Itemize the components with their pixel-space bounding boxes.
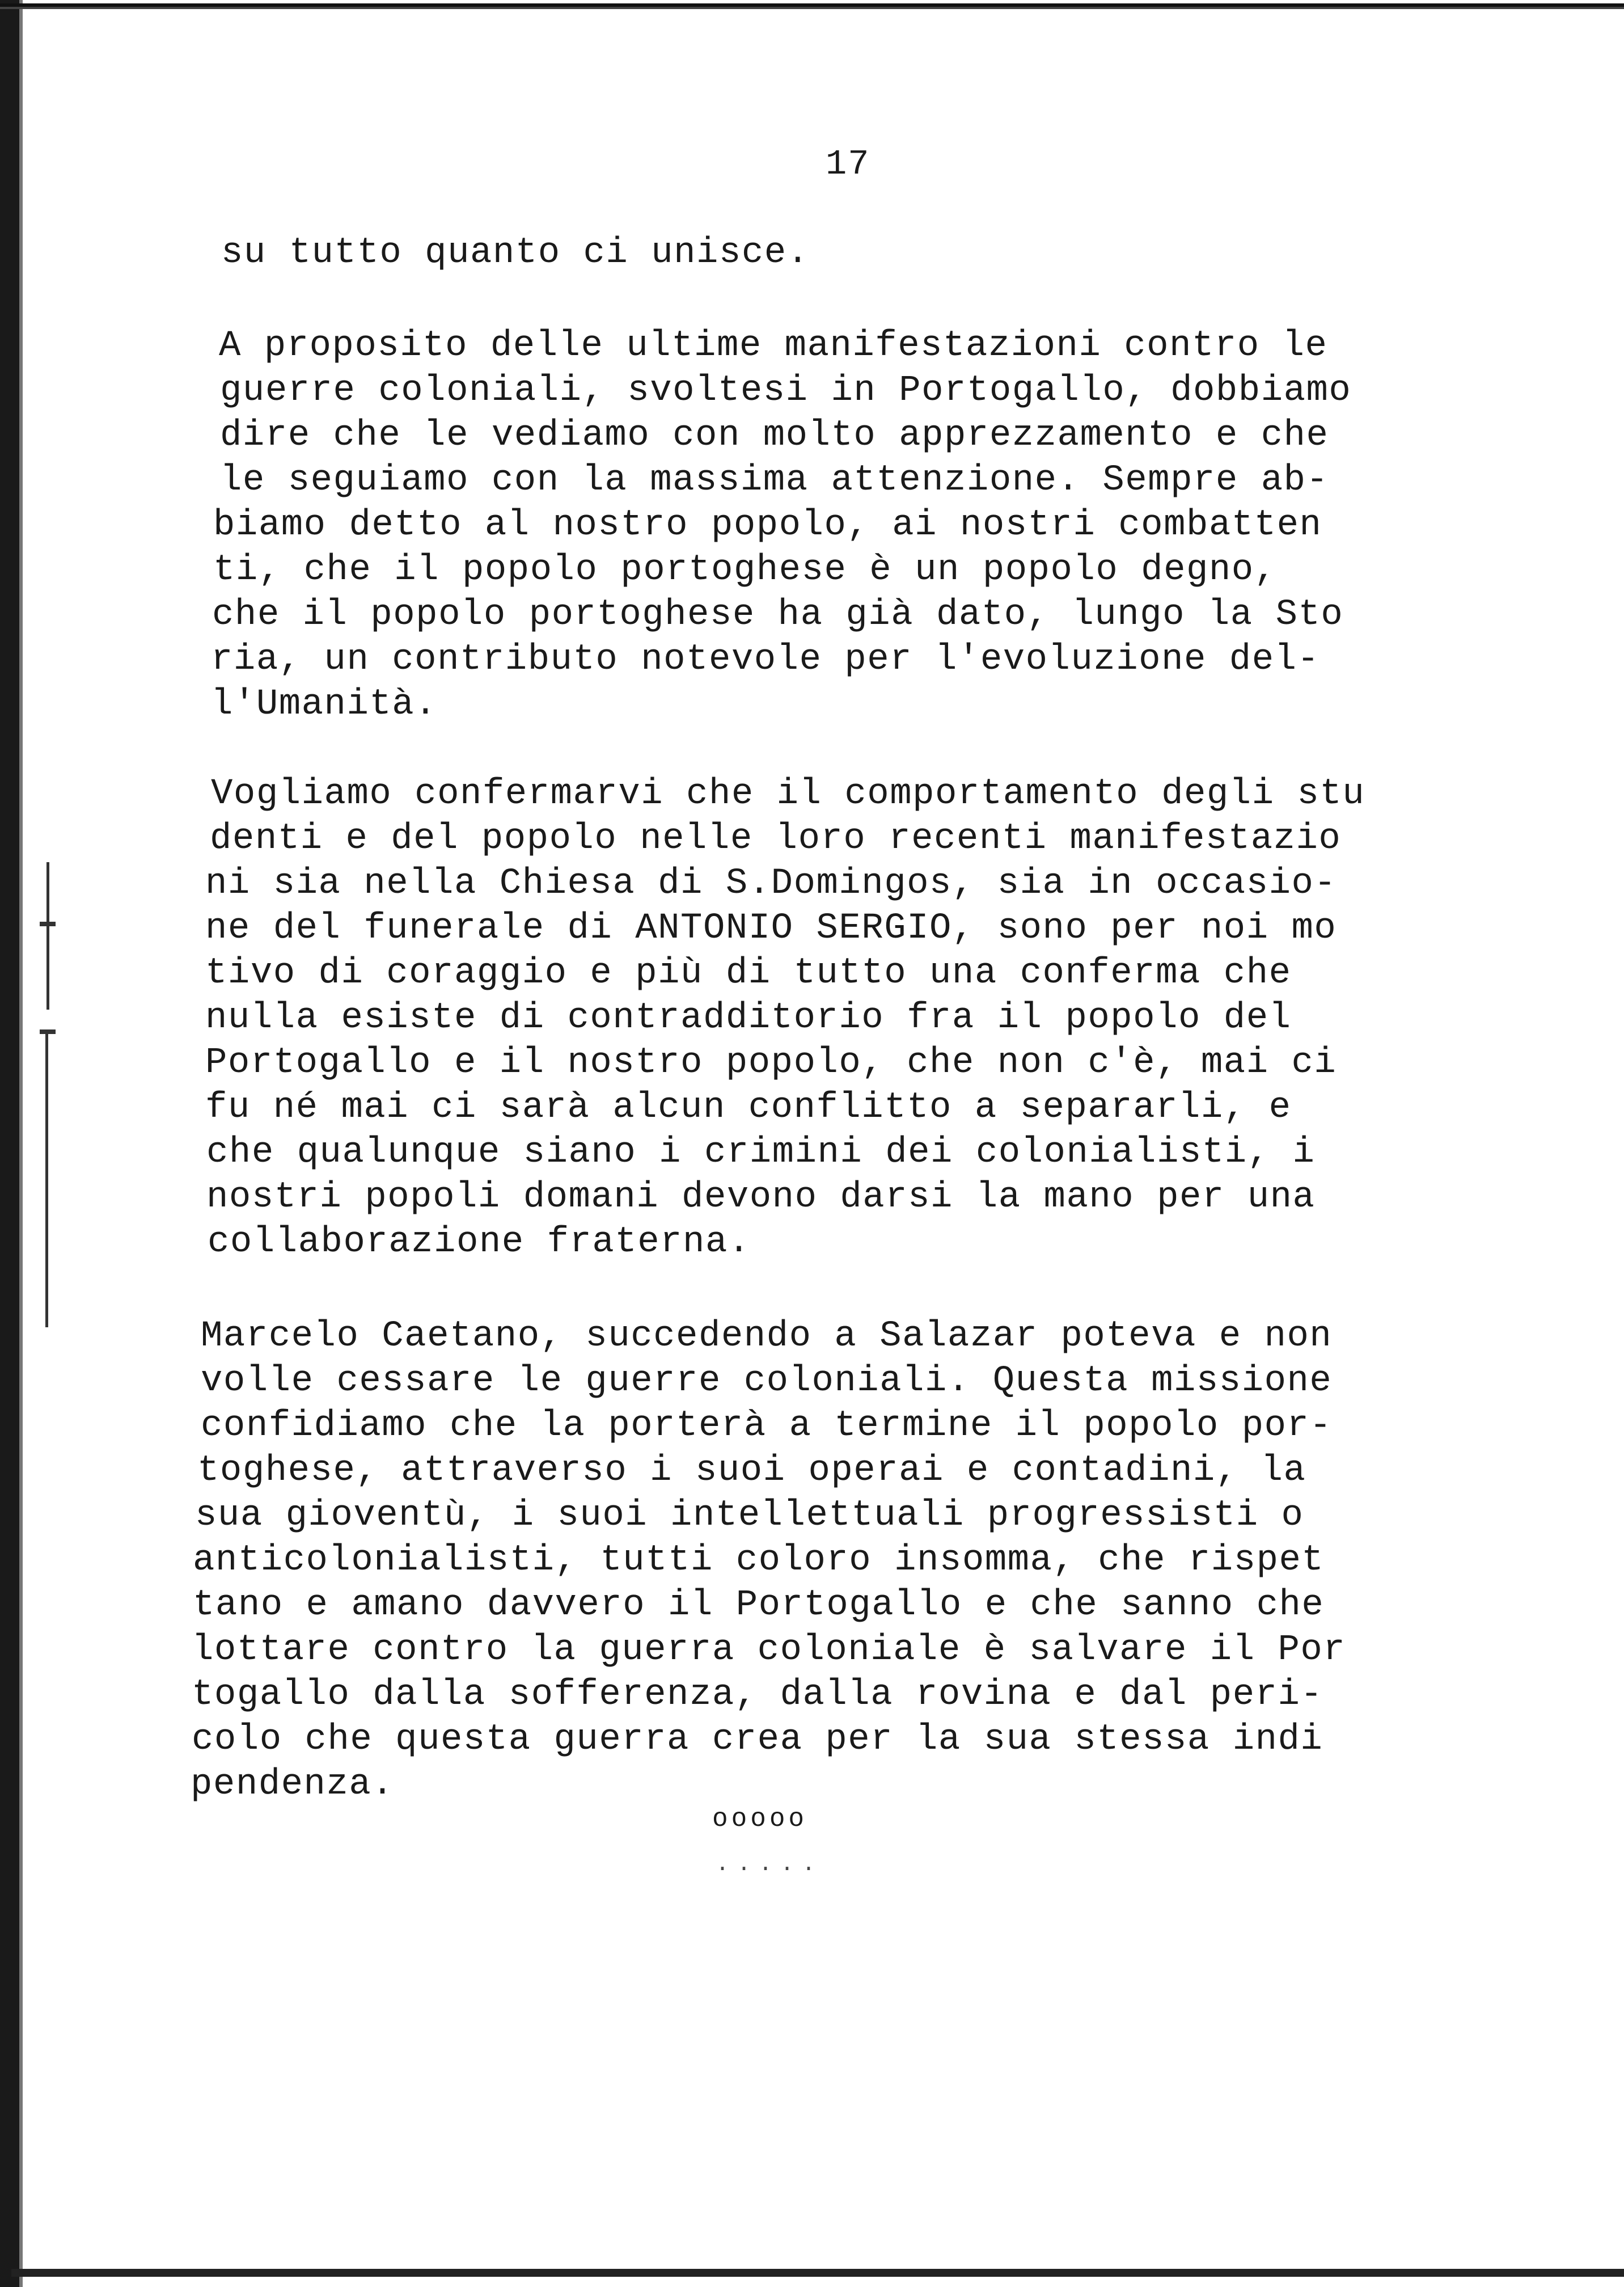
- text-line: denti e del popolo nelle loro recenti manifestazio: [210, 818, 1342, 859]
- text-line: anticolonialisti, tutti coloro insomma, che rispet: [193, 1540, 1325, 1581]
- text-line: volle cessare le guerre coloniali. Questa missione: [201, 1361, 1333, 1402]
- text-line: pendenza.: [191, 1764, 395, 1805]
- text-line: Portogallo e il nostro popolo, che non c'è, mai ci: [205, 1043, 1337, 1083]
- margin-rule: [45, 1032, 48, 1327]
- text-line: nostri popoli domani devono darsi la mano per una: [206, 1177, 1316, 1218]
- text-line: ria, un contributo notevole per l'evoluzione del-: [211, 639, 1320, 680]
- scan-top-border: [0, 3, 1624, 15]
- text-line: ti, che il popolo portoghese è un popolo degno,: [213, 550, 1277, 590]
- text-line: guerre coloniali, svoltesi in Portogallo, dobbiamo: [220, 370, 1352, 411]
- text-line: fu né mai ci sarà alcun conflitto a separarli, e: [205, 1087, 1292, 1128]
- separator-dots: .....: [716, 1852, 824, 1877]
- margin-rule: [46, 862, 49, 1010]
- page-number: 17: [826, 144, 870, 184]
- text-line: nulla esiste di contradditorio fra il popolo del: [205, 998, 1292, 1039]
- scan-left-border: [0, 0, 19, 2287]
- margin-tick: [40, 922, 56, 926]
- text-line: tano e amano davvero il Portogallo e che sanno che: [193, 1585, 1325, 1626]
- text-line: biamo detto al nostro popolo, ai nostri combatten: [213, 505, 1322, 546]
- text-line: Vogliamo confermarvi che il comportamento degli stu: [211, 774, 1365, 815]
- text-line: ne del funerale di ANTONIO SERGIO, sono per noi mo: [205, 908, 1337, 949]
- page-bottom-border: [11, 2269, 1624, 2277]
- text-line: le seguiamo con la massima attenzione. Sempre ab-: [220, 460, 1329, 501]
- text-line: tivo di coraggio e più di tutto una conferma che: [205, 953, 1292, 994]
- text-line: toghese, attraverso i suoi operai e contadini, la: [197, 1450, 1306, 1491]
- text-line: che qualunque siano i crimini dei colonialisti, i: [206, 1132, 1316, 1173]
- text-line: ni sia nella Chiesa di S.Domingos, sia in occasio-: [205, 863, 1337, 904]
- text-line: colo che questa guerra crea per la sua stessa indi: [192, 1719, 1323, 1760]
- text-line: togallo dalla sofferenza, dalla rovina e dal peri-: [192, 1674, 1323, 1715]
- text-line: lottare contro la guerra coloniale è salvare il Por: [192, 1630, 1346, 1670]
- text-line: che il popolo portoghese ha già dato, lungo la Sto: [212, 594, 1344, 635]
- margin-tick: [40, 1029, 56, 1034]
- text-line: Marcelo Caetano, succedendo a Salazar poteva e non: [201, 1316, 1333, 1357]
- text-line: l'Umanità.: [211, 684, 438, 725]
- text-line: dire che le vediamo con molto apprezzamento e che: [220, 415, 1329, 456]
- text-line: su tutto quanto ci unisce.: [221, 233, 810, 273]
- text-line: sua gioventù, i suoi intellettuali progressisti o: [195, 1495, 1304, 1536]
- section-separator: ooooo: [712, 1804, 808, 1834]
- text-line: A proposito delle ultime manifestazioni contro le: [219, 326, 1328, 366]
- text-line: collaborazione fraterna.: [208, 1222, 751, 1263]
- scan-left-edge: [19, 0, 23, 2287]
- text-line: confidiamo che la porterà a termine il popolo por-: [201, 1406, 1333, 1446]
